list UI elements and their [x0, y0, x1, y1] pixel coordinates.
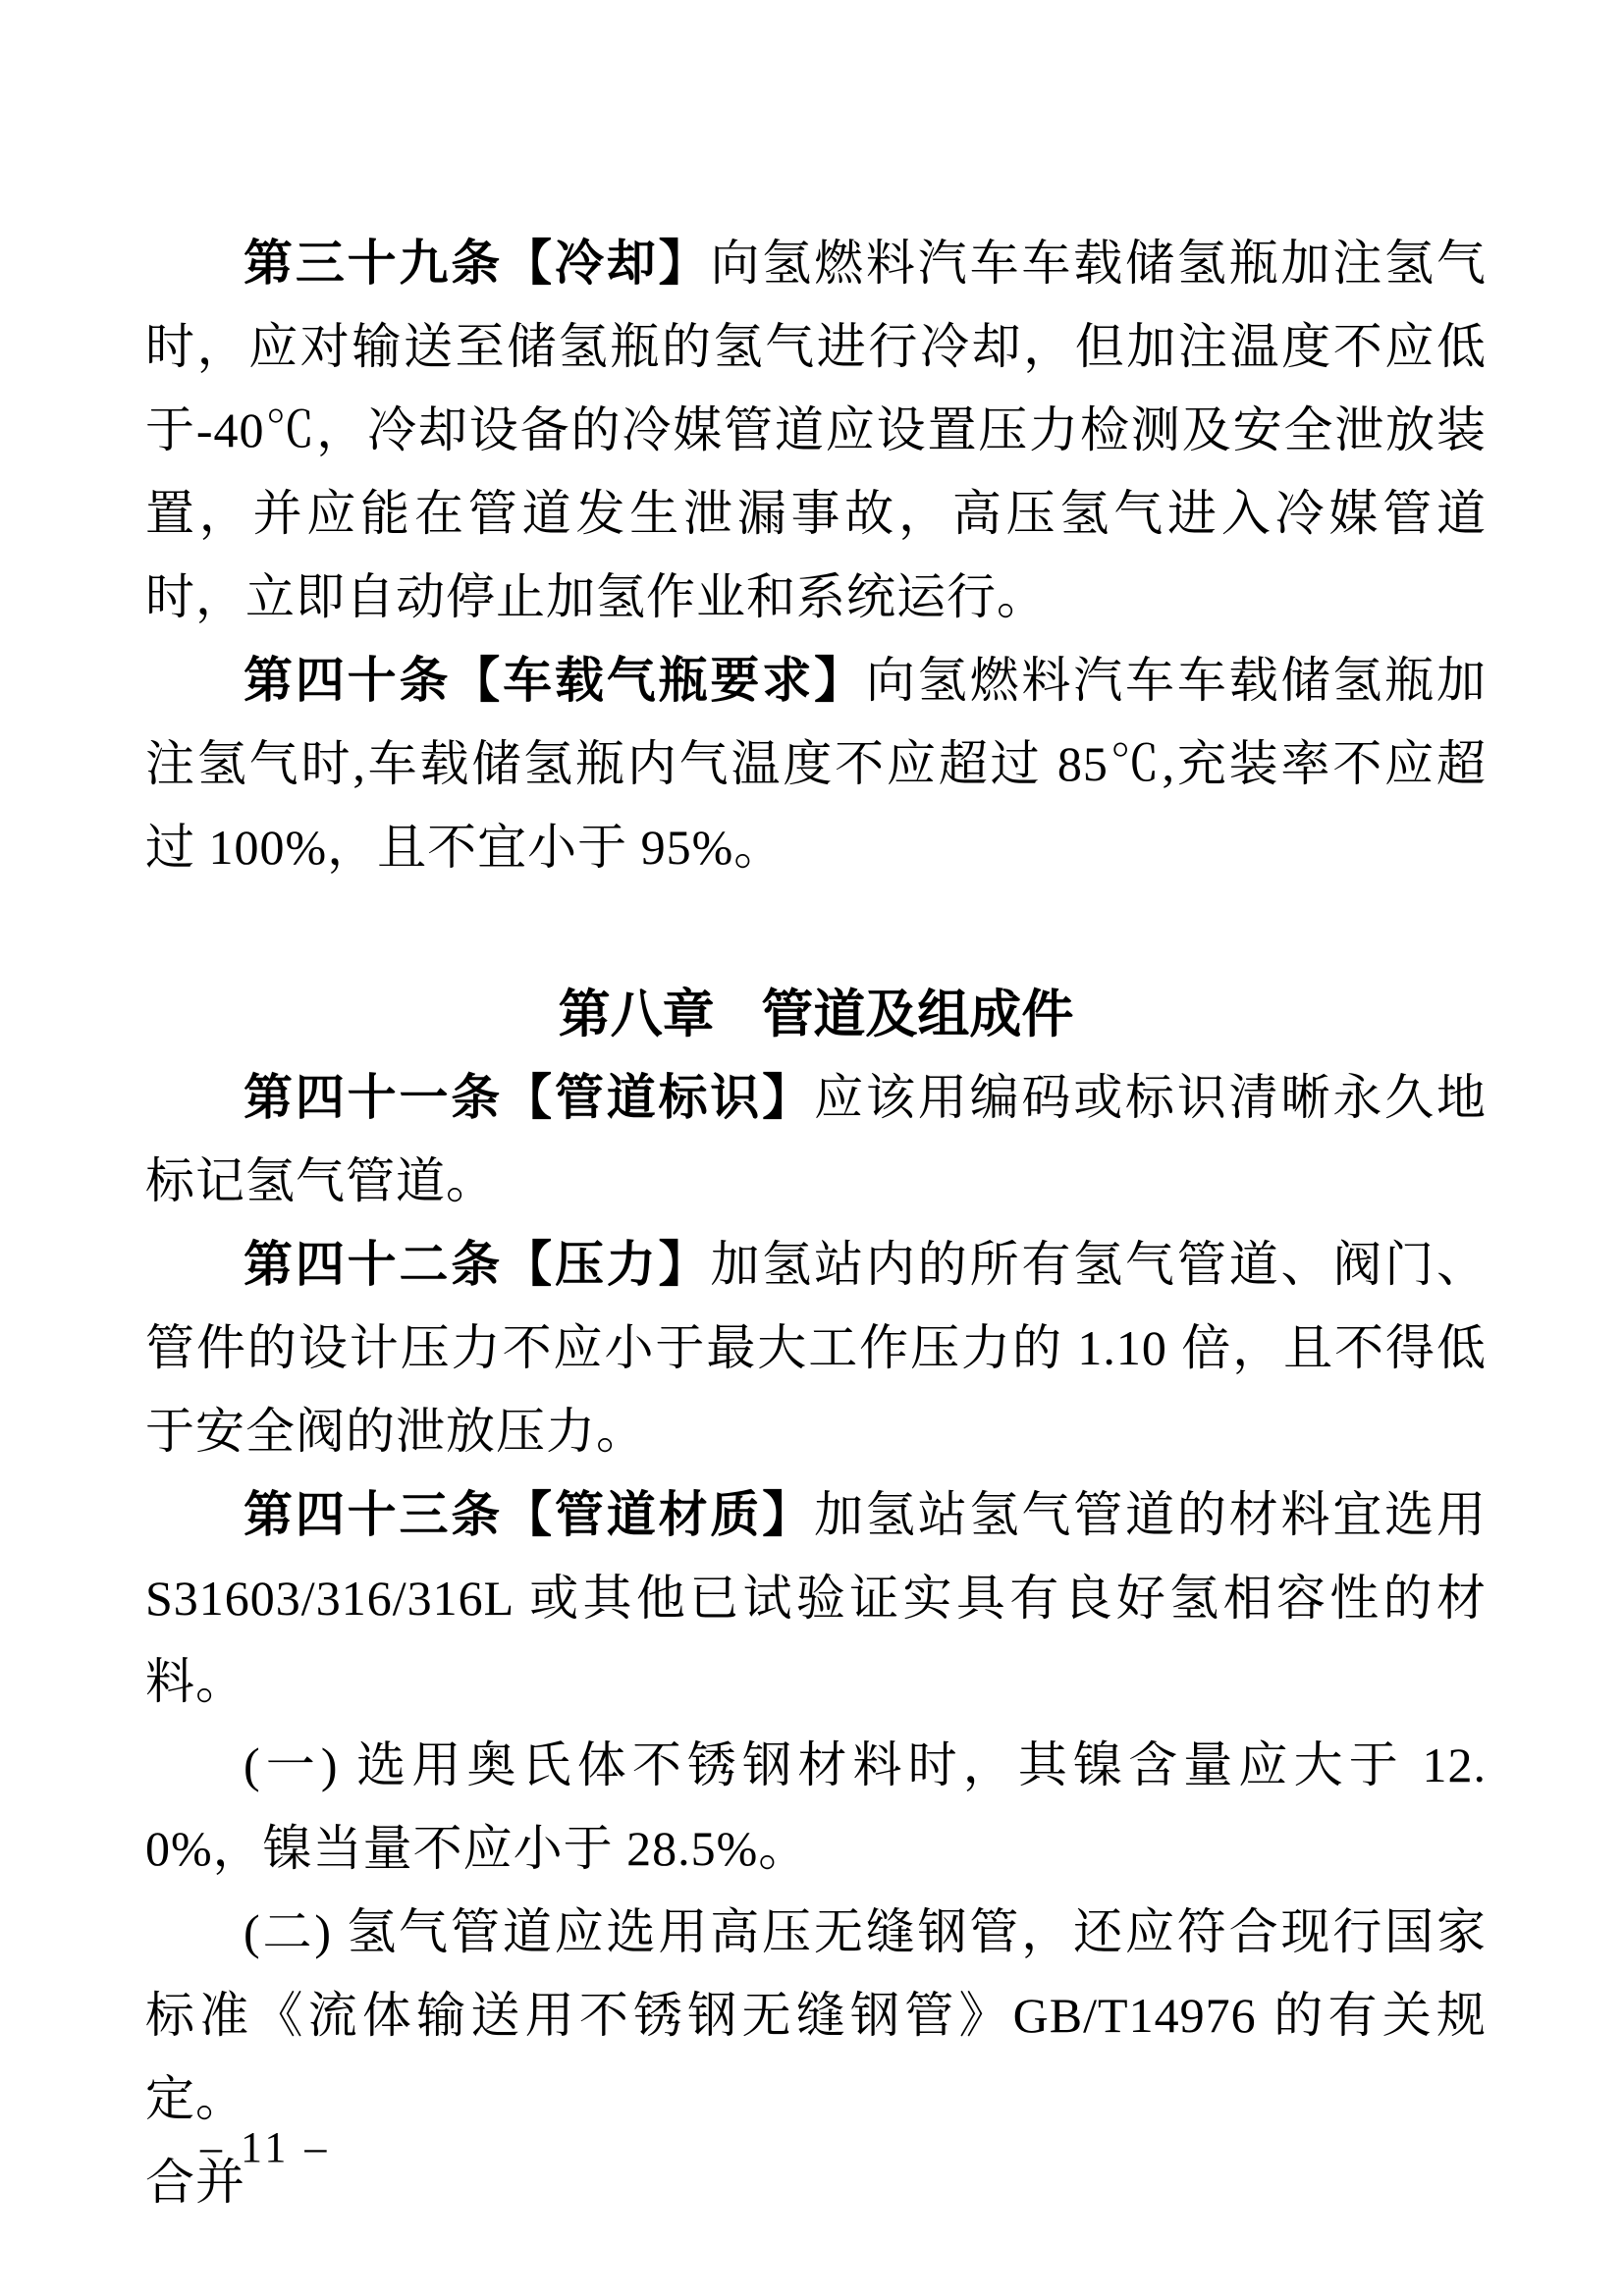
article-42-lead: 第四十二条【压力】 [244, 1237, 711, 1292]
chapter-title: 管道及组成件 [761, 986, 1074, 1043]
list-item-2: (二) 氢气管道应选用高压无缝钢管，还应符合现行国家标准《流体输送用不锈钢无缝钢管》GB/T14976 的有关规定。 [145, 1904, 1487, 2126]
article-42-body: 加氢站内的所有氢气管道、阀门、管件的设计压力不应小于最大工作压力的 1.10 倍，且不得低于安全阀的泄放压力。 [145, 1237, 1488, 1459]
article-39-paragraph [145, 222, 1487, 639]
chapter-number: 第八章 [558, 986, 715, 1043]
article-43-lead: 第四十三条【管道材质】 [244, 1487, 815, 1542]
article-40-lead: 第四十条【车载气瓶要求】 [244, 653, 866, 708]
article-43-body: 加氢站氢气管道的材料宜选用 S31603/316/316L 或其他已试验证实具有良好氢相容性的材料。 [145, 1487, 1488, 1709]
article-43-paragraph [145, 1473, 1487, 1724]
page-number: – 11 – [200, 2123, 331, 2171]
article-39-lead: 第三十九条【冷却】 [244, 236, 711, 291]
list-item-1: (一) 选用奥氏体不锈钢材料时，其镍含量应大于 12.0%，镍当量不应小于 28.5%。 [145, 1737, 1487, 1876]
article-39-body: 向氢燃料汽车车载储氢瓶加注氢气时，应对输送至储氢瓶的氢气进行冷却，但加注温度不应低于-40℃，冷却设备的冷媒管道应设置压力检测及安全泄放装置，并应能在管道发生泄漏事故，高压氢气进入冷媒管道时，立即自动停止加氢作业和系统运行。 [145, 236, 1488, 624]
article-41-paragraph [145, 1056, 1487, 1223]
article-40-body: 向氢燃料汽车车载储氢瓶加注氢气时,车载储氢瓶内气温度不应超过 85℃,充装率不应超过 100%，且不宜小于 95%。 [145, 653, 1488, 875]
article-42-paragraph [145, 1223, 1487, 1473]
content-area [145, 222, 1487, 2224]
chapter-heading [145, 973, 1487, 1056]
article-40-paragraph [145, 639, 1487, 889]
merge-note: 合并 [145, 2155, 245, 2210]
article-41-lead: 第四十一条【管道标识】 [244, 1070, 815, 1125]
article-41-body: 应该用编码或标识清晰永久地标记氢气管道。 [145, 1070, 1488, 1208]
